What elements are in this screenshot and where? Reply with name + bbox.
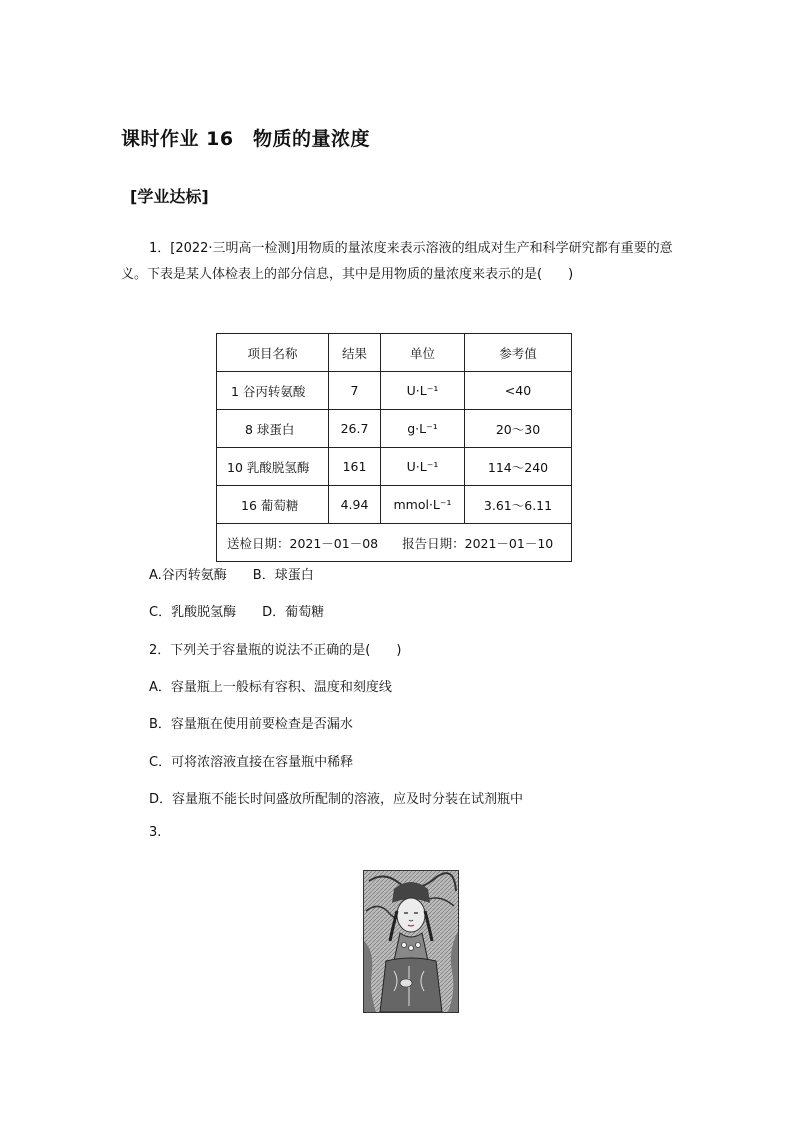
cell-unit: U·L⁻¹	[381, 372, 465, 410]
cell-unit: mmol·L⁻¹	[381, 486, 465, 524]
cell-result: 26.7	[329, 410, 381, 448]
table-row	[217, 448, 572, 486]
header-cell: 单位	[381, 334, 465, 372]
question-2-option-b: B．容量瓶在使用前要检查是否漏水	[149, 717, 353, 732]
table-row	[217, 486, 572, 524]
question-2-option-a: A．容量瓶上一般标有容积、温度和刻度线	[149, 680, 392, 695]
cell-unit: U·L⁻¹	[381, 448, 465, 486]
cell-result: 4.94	[329, 486, 381, 524]
question-2-text: 2．下列关于容量瓶的说法不正确的是( )	[149, 643, 402, 658]
question-2-option-d: D．容量瓶不能长时间盛放所配制的溶液，应及时分装在试剂瓶中	[149, 792, 524, 807]
question-2-option-c: C．可将浓溶液直接在容量瓶中稀释	[149, 755, 354, 770]
cell-result: 161	[329, 448, 381, 486]
table-date-row	[217, 524, 572, 562]
cell-item: 8 球蛋白	[217, 410, 329, 448]
report-date: 报告日期：2021－01－10	[402, 535, 554, 551]
medical-report-table	[216, 333, 572, 562]
question-1-options-cd: C．乳酸脱氢酶 D．葡萄糖	[149, 605, 325, 620]
question-1-text: 1．[2022·三明高一检测]用物质的量浓度来表示溶液的组成对生产和科学研究都有重要的意义。下表是某人体检表上的部分信息，其中是用物质的量浓度来表示的是( )	[121, 241, 673, 282]
mural-figure-illustration	[364, 871, 458, 1012]
dates-cell	[217, 524, 572, 562]
cell-result: 7	[329, 372, 381, 410]
table-row	[217, 410, 572, 448]
send-date: 送检日期：2021－01－08	[227, 535, 379, 551]
cell-reference: <40	[465, 372, 572, 410]
header-cell: 项目名称	[217, 334, 329, 372]
cell-unit: g·L⁻¹	[381, 410, 465, 448]
cell-reference: 114～240	[465, 448, 572, 486]
page-title: 课时作业 16 物质的量浓度	[121, 128, 371, 150]
cell-reference: 20～30	[465, 410, 572, 448]
cell-item: 16 葡萄糖	[217, 486, 329, 524]
cell-reference: 3.61～6.11	[465, 486, 572, 524]
question-1-options-ab: A.谷丙转氨酶 B．球蛋白	[149, 568, 314, 583]
section-heading: [学业达标]	[130, 187, 209, 206]
mural-painting-image	[363, 870, 459, 1013]
cell-item: 10 乳酸脱氢酶	[217, 448, 329, 486]
table-header-row	[217, 334, 572, 372]
question-3-number: 3.	[149, 825, 162, 840]
cell-item: 1 谷丙转氨酸	[217, 372, 329, 410]
header-cell: 结果	[329, 334, 381, 372]
header-cell: 参考值	[465, 334, 572, 372]
table-row	[217, 372, 572, 410]
